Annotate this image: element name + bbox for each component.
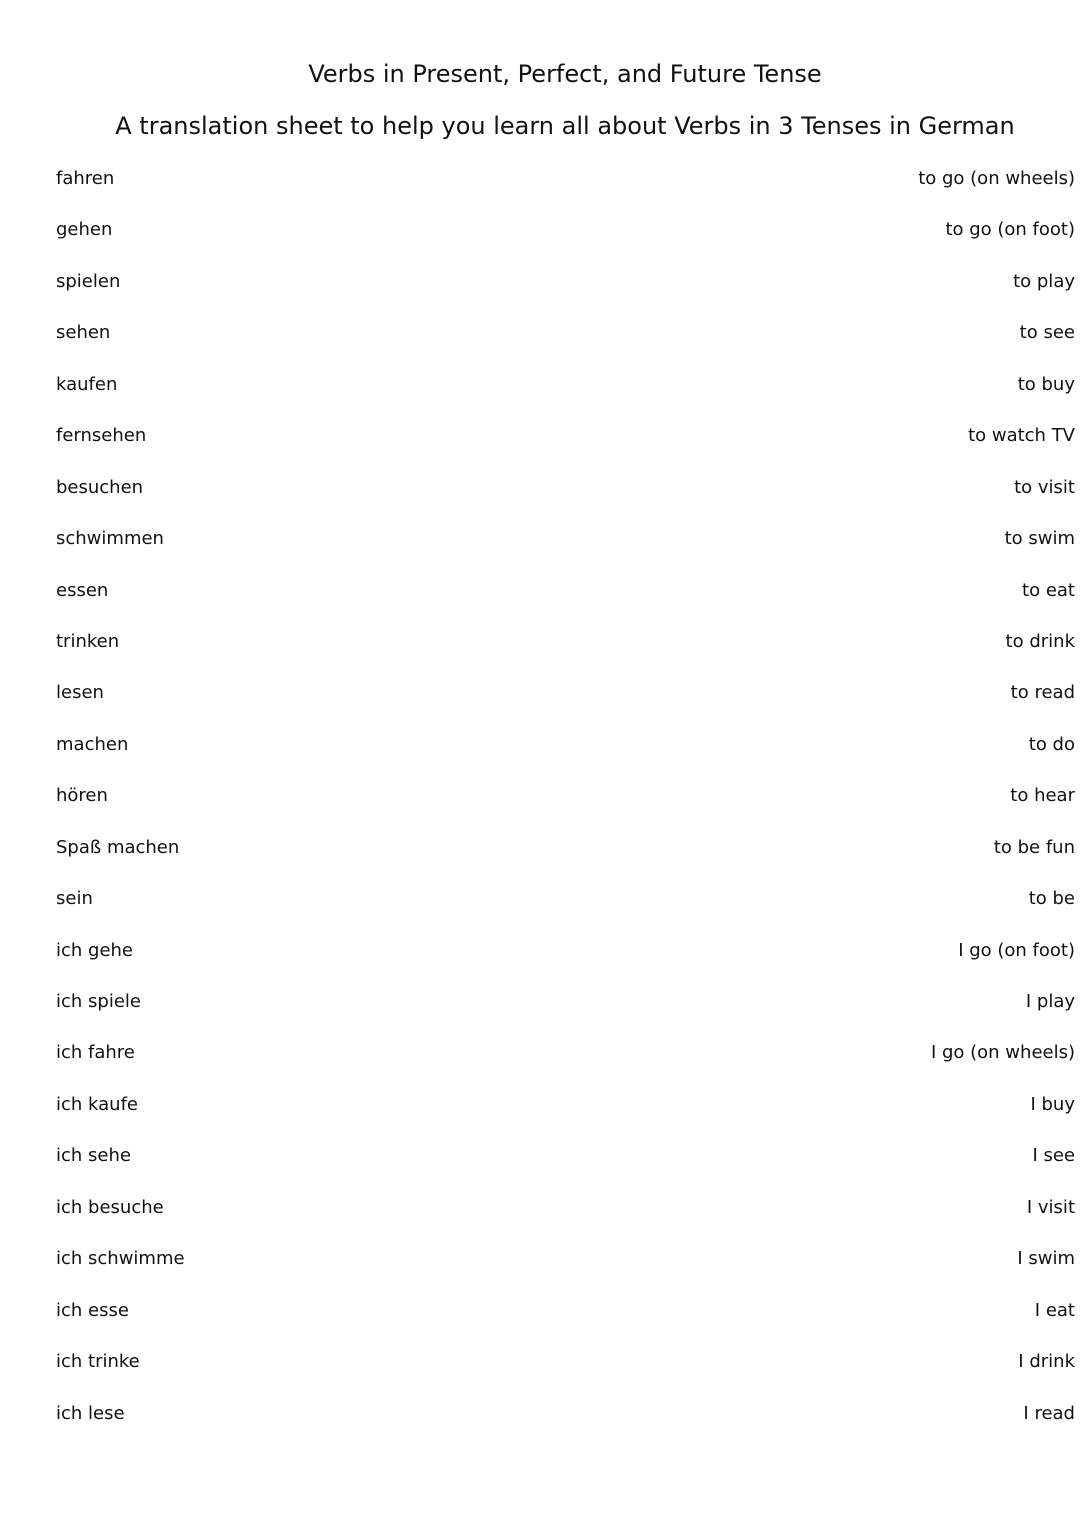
german-term: trinken [56, 630, 120, 652]
vocab-row [56, 320, 1075, 371]
german-term: ich trinke [56, 1351, 140, 1373]
page-subtitle: A translation sheet to help you learn all about Verbs in 3 Tenses in German [115, 112, 1015, 140]
english-translation: I swim [1017, 1248, 1075, 1270]
german-term: kaufen [56, 373, 118, 395]
vocabulary-list [56, 166, 1075, 1452]
german-term: ich lese [56, 1402, 125, 1424]
english-translation: I go (on foot) [958, 939, 1075, 961]
vocab-row [56, 629, 1075, 680]
english-translation: to see [1019, 322, 1075, 344]
english-translation: to watch TV [968, 425, 1075, 447]
vocab-row [56, 269, 1075, 320]
vocab-row [56, 886, 1075, 937]
english-translation: I read [1023, 1402, 1075, 1424]
english-translation: I see [1032, 1145, 1075, 1167]
german-term: lesen [56, 682, 104, 704]
english-translation: I go (on wheels) [930, 1042, 1075, 1064]
german-term: Spaß machen [56, 836, 180, 858]
vocab-row [56, 1092, 1075, 1143]
english-translation: to do [1028, 733, 1075, 755]
german-term: besuchen [56, 476, 144, 498]
vocab-row [56, 166, 1075, 217]
vocab-row [56, 1349, 1075, 1400]
german-term: gehen [56, 219, 113, 241]
german-term: fernsehen [56, 425, 147, 447]
page-title: Verbs in Present, Perfect, and Future Tense [308, 60, 822, 88]
german-term: ich gehe [56, 939, 134, 961]
english-translation: to play [1013, 270, 1075, 292]
german-term: essen [56, 579, 109, 601]
english-translation: to hear [1010, 785, 1075, 807]
english-translation: I drink [1018, 1351, 1075, 1373]
english-translation: to drink [1005, 630, 1075, 652]
vocab-row [56, 835, 1075, 886]
vocab-row [56, 732, 1075, 783]
english-translation: to read [1010, 682, 1075, 704]
vocab-row [56, 578, 1075, 629]
german-term: ich fahre [56, 1042, 135, 1064]
vocab-row [56, 1143, 1075, 1194]
vocab-row [56, 680, 1075, 731]
vocab-row [56, 475, 1075, 526]
german-term: ich spiele [56, 991, 141, 1012]
vocab-row [56, 938, 1075, 989]
english-translation: to buy [1017, 373, 1075, 395]
vocab-row [56, 1040, 1075, 1091]
vocab-row [56, 1401, 1075, 1452]
english-translation: to visit [1014, 476, 1075, 498]
vocab-row [56, 1246, 1075, 1297]
english-translation: I buy [1030, 1093, 1075, 1115]
german-term: sein [56, 888, 93, 910]
english-translation: to be [1028, 888, 1075, 910]
german-term: spielen [56, 270, 121, 292]
vocab-row [56, 526, 1075, 577]
vocab-row [56, 372, 1075, 423]
english-translation: I eat [1034, 1299, 1075, 1321]
english-translation: I play [1025, 991, 1075, 1012]
german-term: ich kaufe [56, 1093, 138, 1115]
vocab-row [56, 783, 1075, 834]
german-term: ich schwimme [56, 1248, 185, 1270]
english-translation: I visit [1026, 1196, 1075, 1218]
vocab-row [56, 217, 1075, 268]
german-term: ich sehe [56, 1145, 131, 1167]
german-term: hören [56, 785, 108, 807]
german-term: fahren [56, 168, 115, 189]
vocab-row [56, 423, 1075, 474]
german-term: machen [56, 733, 129, 755]
english-translation: to go (on foot) [945, 219, 1075, 241]
english-translation: to swim [1004, 528, 1075, 550]
vocab-row [56, 1195, 1075, 1246]
vocab-row [56, 1298, 1075, 1349]
german-term: sehen [56, 322, 111, 344]
english-translation: to be fun [993, 836, 1075, 858]
german-term: ich esse [56, 1299, 129, 1321]
german-term: schwimmen [56, 528, 164, 550]
english-translation: to eat [1022, 579, 1075, 601]
german-term: ich besuche [56, 1196, 164, 1218]
vocab-row [56, 989, 1075, 1040]
english-translation: to go (on wheels) [918, 168, 1075, 189]
